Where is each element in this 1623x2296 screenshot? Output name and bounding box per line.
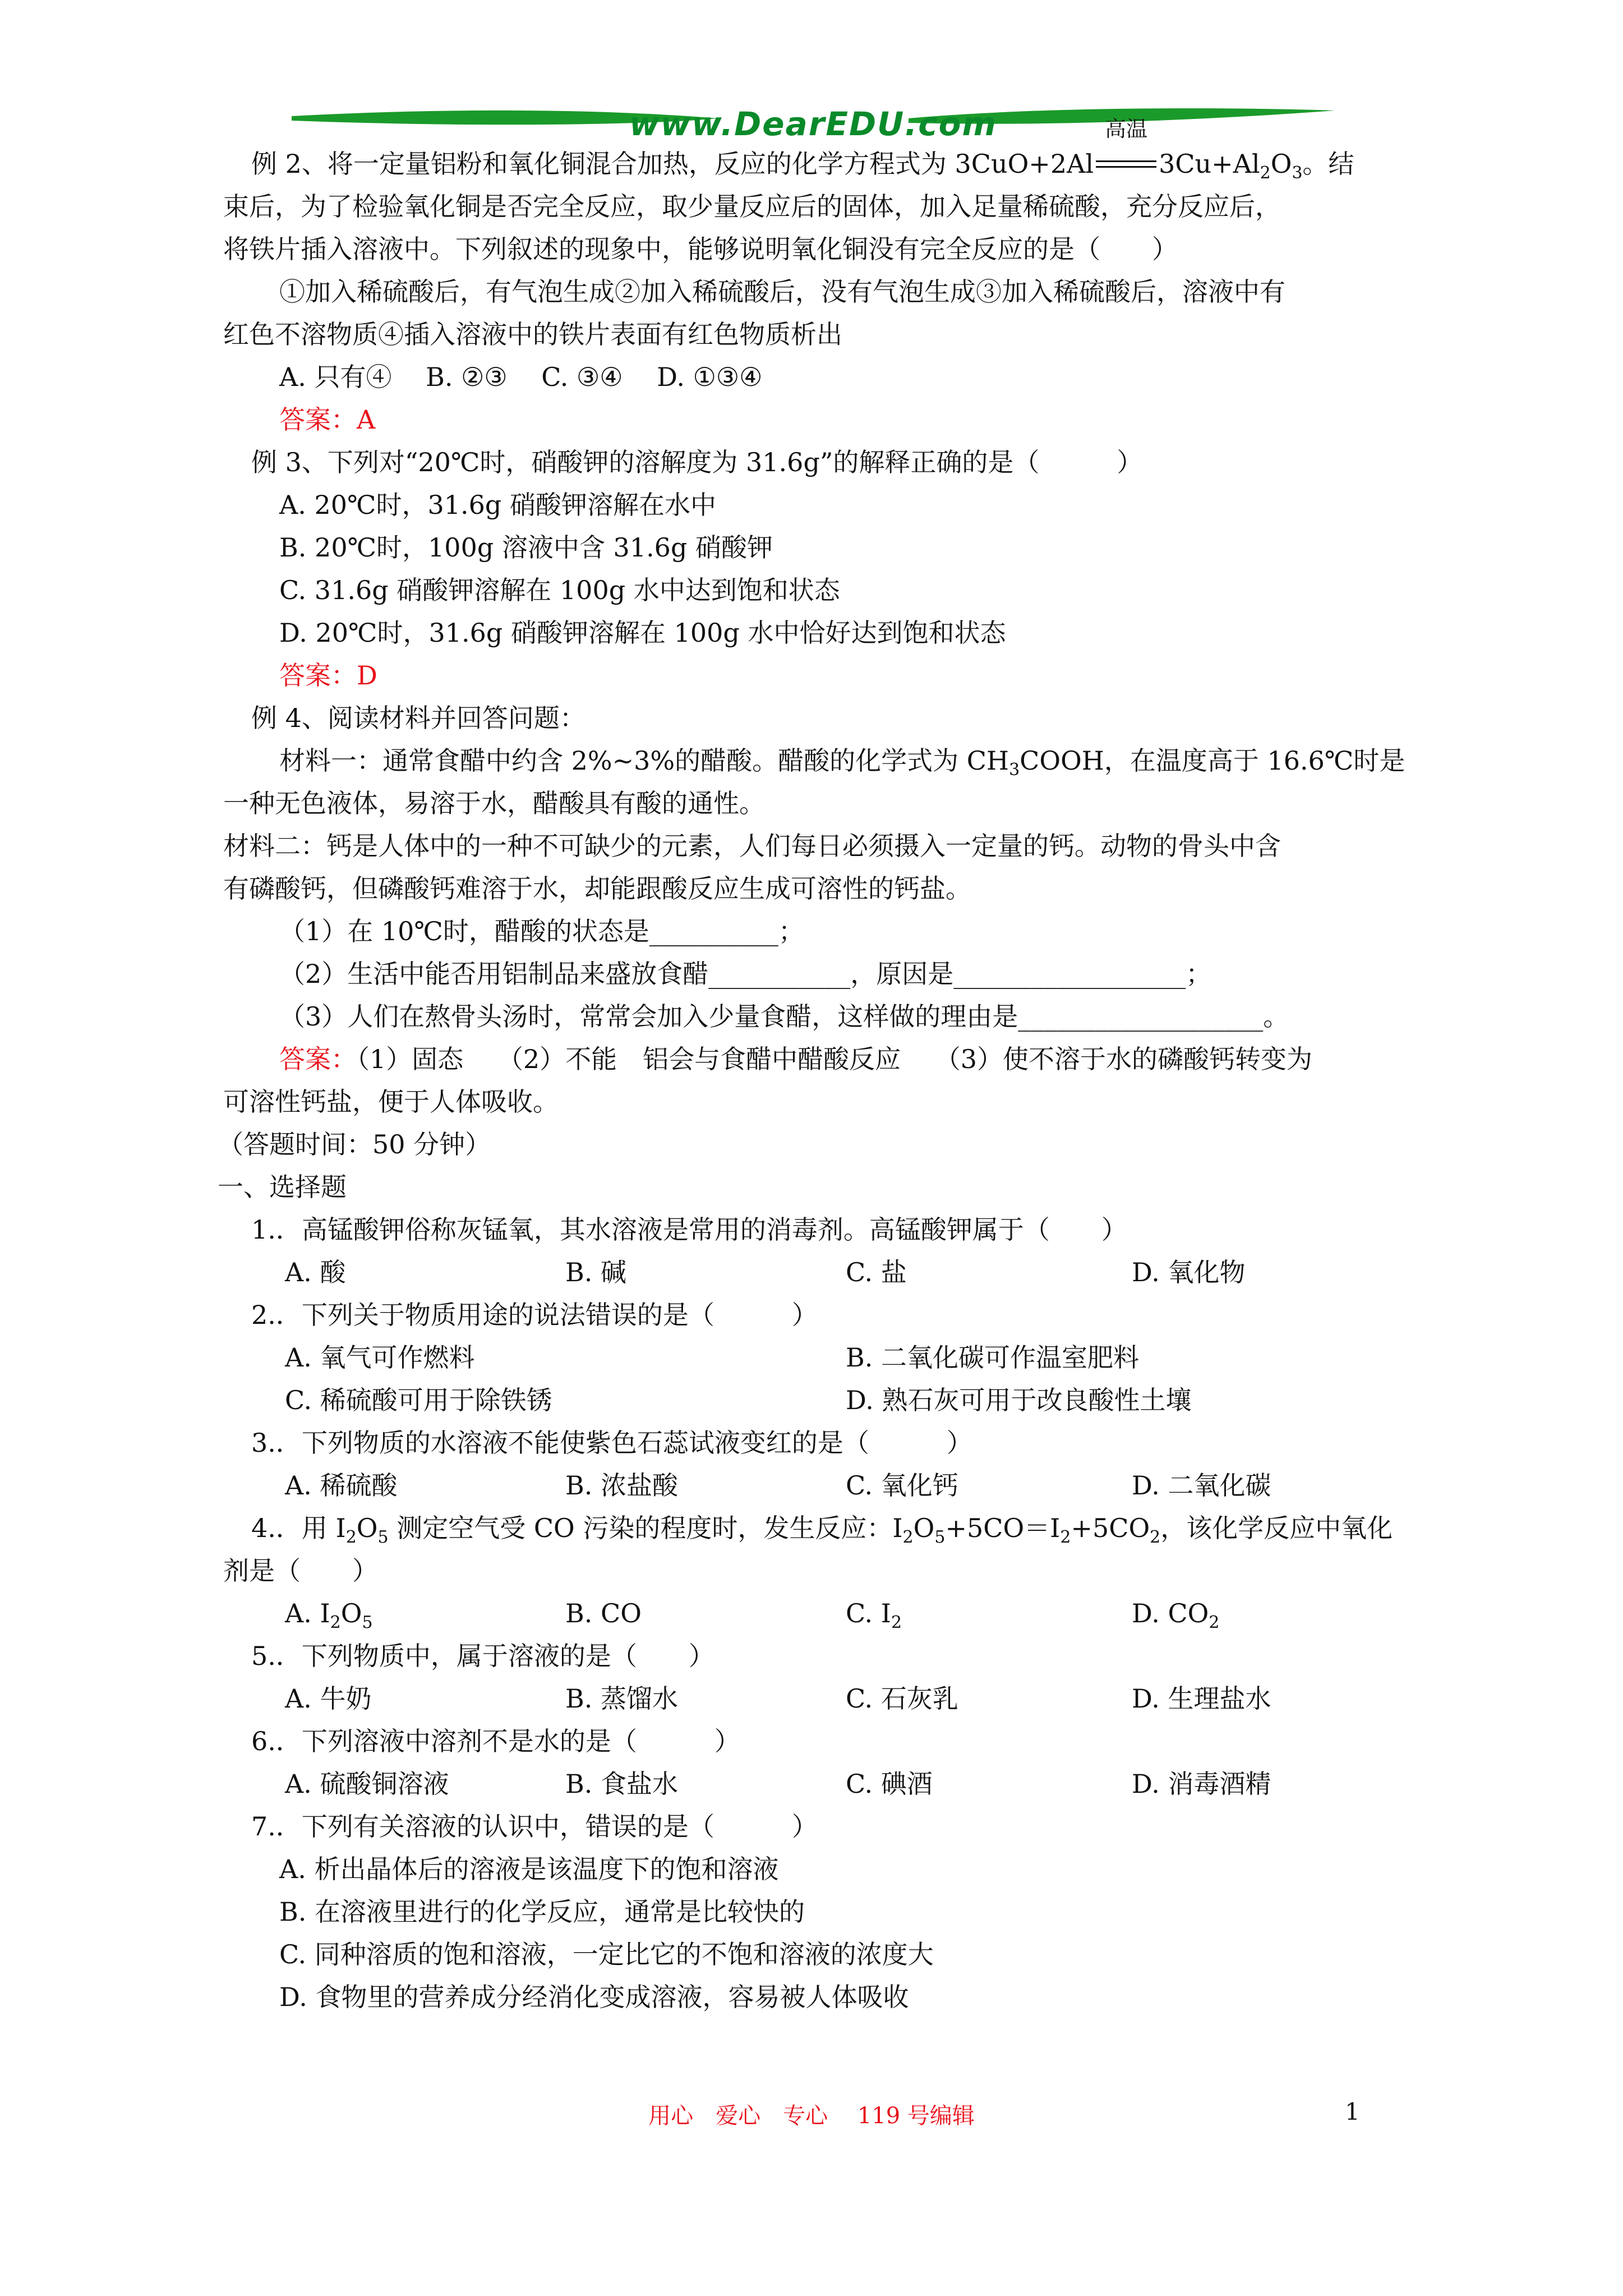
time-limit: （答题时间：50 分钟） xyxy=(218,1129,491,1159)
q4-stem-line1: 4.．用 $I_2O_5$ 测定空气受 CO 污染的程度时，发生反应：$I_2O_5+5CO=I_2+5CO_2$，该化学反应中氧化 xyxy=(251,1513,1393,1547)
q7-option-c: C. 同种溶质的饱和溶液，一定比它的不饱和溶液的浓度大 xyxy=(279,1939,934,1970)
ex3-option-d: D. 20℃时，31.6g 硝酸钾溶解在 100g 水中恰好达到饱和状态 xyxy=(279,618,1006,648)
q7-option-d: D. 食物里的营养成分经消化变成溶液，容易被人体吸收 xyxy=(279,1982,909,2012)
document-page: www.DearEDU.com 例 2、将一定量铝粉和氧化铜混合加热，反应的化学方程式为 3CuO+2Al 高温 $3Cu+Al_2O_3$。结 束后，为了检验氧化铜是否完全反应，取少量反应后的固体，加入足量稀硫酸，充分反应后， 将铁片插入溶液中。下列叙述的现象中，能够说明氧化铜没有完全反应的是（ ） ①加入稀硫酸后，有气泡生成②加入稀硫酸后，没有气泡生成③加入稀硫酸后，溶液中有 红色不溶物质④插入溶液中的铁片表面有红色物质析出 A. 只有④ B. ②③ C. ③④ D. ①③④ 答案：A 例 3、下列对“20℃时，硝酸钾的溶解度为 31.6g”的解释正确的是（ ） A. 20℃时，31.6g 硝酸钾溶解在水中 B. 20℃时，100g 溶液中含 31.6g 硝酸钾 C. 31.6g 硝酸钾溶解在 100g 水中达到饱和状态 D. 20℃时，31.6g 硝酸钾溶解在 100g 水中恰好达到饱和状态 答案：D 例 4、阅读材料并回答问题： 材料一：通常食醋中约含 2%~3%的醋酸。醋酸的化学式为 $CH_3COOH$，在温度高于 16.6℃时是 一种无色液体，易溶于水，醋酸具有酸的通性。 材料二：钙是人体中的一种不可缺少的元素，人们每日必须摄入一定量的钙。动物的骨头中含 有磷酸钙，但磷酸钙难溶于水，却能跟酸反应生成可溶性的钙盐。 （1）在 10℃时，醋酸的状态是__________； （2）生活中能否用铝制品来盛放食醋___________，原因是__________________； （3）人们在熬骨头汤时，常常会加入少量食醋，这样做的理由是___________________。 答案：（1）固态 （2）不能 铝会与食醋中醋酸反应 （3）使不溶于水的磷酸钙转变为 可溶性钙盐，便于人体吸收。 （答题时间：50 分钟） 一、选择题 1.．高锰酸钾俗称灰锰氧，其水溶液是常用的消毒剂。高锰酸钾属于（ ） A. 酸 B. 碱 C. 盐 D. 氧化物 2.．下列关于物质用途的说法错误的是（ ） A. 氧气可作燃料 B. 二氧化碳可作温室肥料 C. 稀硫酸可用于除铁锈 D. 熟石灰可用于改良酸性土壤 3.．下列物质的水溶液不能使紫色石蕊试液变红的是（ ） A. 稀硫酸 B. 浓盐酸 C. 氧化钙 D. 二氧化碳 4.．用 $I_2O_5$ 测定空气受 CO 污染的程度时，发生反应：$I_2O_5+5CO=I_2+5CO_2$，该化学反应中氧化 剂是（ ） A. $I_2O_5$ B. CO C. $I_2$ D. $CO_2$ 5.．下列物质中，属于溶液的是（ ） A. 牛奶 B. 蒸馏水 C. 石灰乳 D. 生理盐水 6.．下列溶液中溶剂不是水的是（ ） A. 硫酸铜溶液 B. 食盐水 C. 碘酒 D. 消毒酒精 7.．下列有关溶液的认识中，错误的是（ ） A. 析出晶体后的溶液是该温度下的饱和溶液 B. 在溶液里进行的化学反应，通常是比较快的 C. 同种溶质的饱和溶液，一定比它的不饱和溶液的浓度大 D. 食物里的营养成分经消化变成溶液，容易被人体吸收 用心 爱心 专心 119 号编辑 1 xyxy=(0,0,1623,2296)
ex2-line-3: 将铁片插入溶液中。下列叙述的现象中，能够说明氧化铜没有完全反应的是（ ） xyxy=(223,234,1178,264)
q6-stem: 6.．下列溶液中溶剂不是水的是（ ） xyxy=(251,1726,740,1756)
ex4-answer-line2: 可溶性钙盐，便于人体吸收。 xyxy=(223,1087,559,1117)
q1-stem: 1.．高锰酸钾俗称灰锰氧，其水溶液是常用的消毒剂。高锰酸钾属于（ ） xyxy=(251,1214,1127,1245)
ex2-line-5: 红色不溶物质④插入溶液中的铁片表面有红色物质析出 xyxy=(223,319,842,349)
reaction-condition: 高温 xyxy=(1094,147,1159,181)
ex4-question: 例 4、阅读材料并回答问题： xyxy=(251,703,585,733)
page-number: 1 xyxy=(1345,2098,1360,2125)
q7-option-a: A. 析出晶体后的溶液是该温度下的饱和溶液 xyxy=(279,1854,779,1884)
ex4-material1-line2: 一种无色液体，易溶于水，醋酸具有酸的通性。 xyxy=(223,788,765,818)
ex3-question: 例 3、下列对“20℃时，硝酸钾的溶解度为 31.6g”的解释正确的是（ ） xyxy=(251,447,1143,477)
ex4-answer-line1: 答案：（1）固态 （2）不能 铝会与食醋中醋酸反应 （3）使不溶于水的磷酸钙转变为 xyxy=(279,1044,1313,1074)
q3-stem: 3.．下列物质的水溶液不能使紫色石蕊试液变红的是（ ） xyxy=(251,1428,972,1458)
footer-text: 用心 爱心 专心 119 号编辑 xyxy=(648,2103,975,2129)
ex2-line-2: 束后，为了检验氧化铜是否完全反应，取少量反应后的固体，加入足量稀硫酸，充分反应后， xyxy=(223,191,1281,222)
ex4-part2: （2）生活中能否用铝制品来盛放食醋___________，原因是__________________； xyxy=(279,959,1212,989)
ex3-option-b: B. 20℃时，100g 溶液中含 31.6g 硝酸钾 xyxy=(279,532,773,563)
ex4-material1-line1: 材料一：通常食醋中约含 2%~3%的醋酸。醋酸的化学式为 $CH_3COOH$，在温度高于 16.6℃时是 xyxy=(279,746,1405,780)
ex4-part1: （1）在 10℃时，醋酸的状态是__________； xyxy=(279,916,804,946)
site-logo-text: www.DearEDU.com xyxy=(629,105,997,143)
ex2-line-4: ①加入稀硫酸后，有气泡生成②加入稀硫酸后，没有气泡生成③加入稀硫酸后，溶液中有 xyxy=(279,277,1285,307)
ex4-part3: （3）人们在熬骨头汤时，常常会加入少量食醋，这样做的理由是___________________。 xyxy=(279,1001,1289,1032)
q7-option-b: B. 在溶液里进行的化学反应，通常是比较快的 xyxy=(279,1897,805,1927)
ex3-option-c: C. 31.6g 硝酸钾溶解在 100g 水中达到饱和状态 xyxy=(279,575,840,605)
header-banner xyxy=(292,104,1335,143)
ex2-answer: 答案：A xyxy=(279,404,376,435)
q2-stem: 2.．下列关于物质用途的说法错误的是（ ） xyxy=(251,1300,818,1330)
ex2-options: A. 只有④ B. ②③ C. ③④ D. ①③④ xyxy=(279,362,763,392)
q7-stem: 7.．下列有关溶液的认识中，错误的是（ ） xyxy=(251,1811,818,1842)
ex3-option-a: A. 20℃时，31.6g 硝酸钾溶解在水中 xyxy=(279,490,716,520)
ex3-answer: 答案：D xyxy=(279,660,377,691)
ex4-material2-line2: 有磷酸钙，但磷酸钙难溶于水，却能跟酸反应生成可溶性的钙盐。 xyxy=(223,873,971,904)
section-heading: 一、选择题 xyxy=(218,1172,347,1202)
q5-stem: 5.．下列物质中，属于溶液的是（ ） xyxy=(251,1641,714,1671)
q4-stem-line2: 剂是（ ） xyxy=(223,1556,378,1586)
ex4-material2-line1: 材料二：钙是人体中的一种不可缺少的元素，人们每日必须摄入一定量的钙。动物的骨头中含 xyxy=(223,831,1281,861)
ex2-line-1: 例 2、将一定量铝粉和氧化铜混合加热，反应的化学方程式为 3CuO+2Al 高温 $3Cu+Al_2O_3$。结 xyxy=(251,117,1354,183)
